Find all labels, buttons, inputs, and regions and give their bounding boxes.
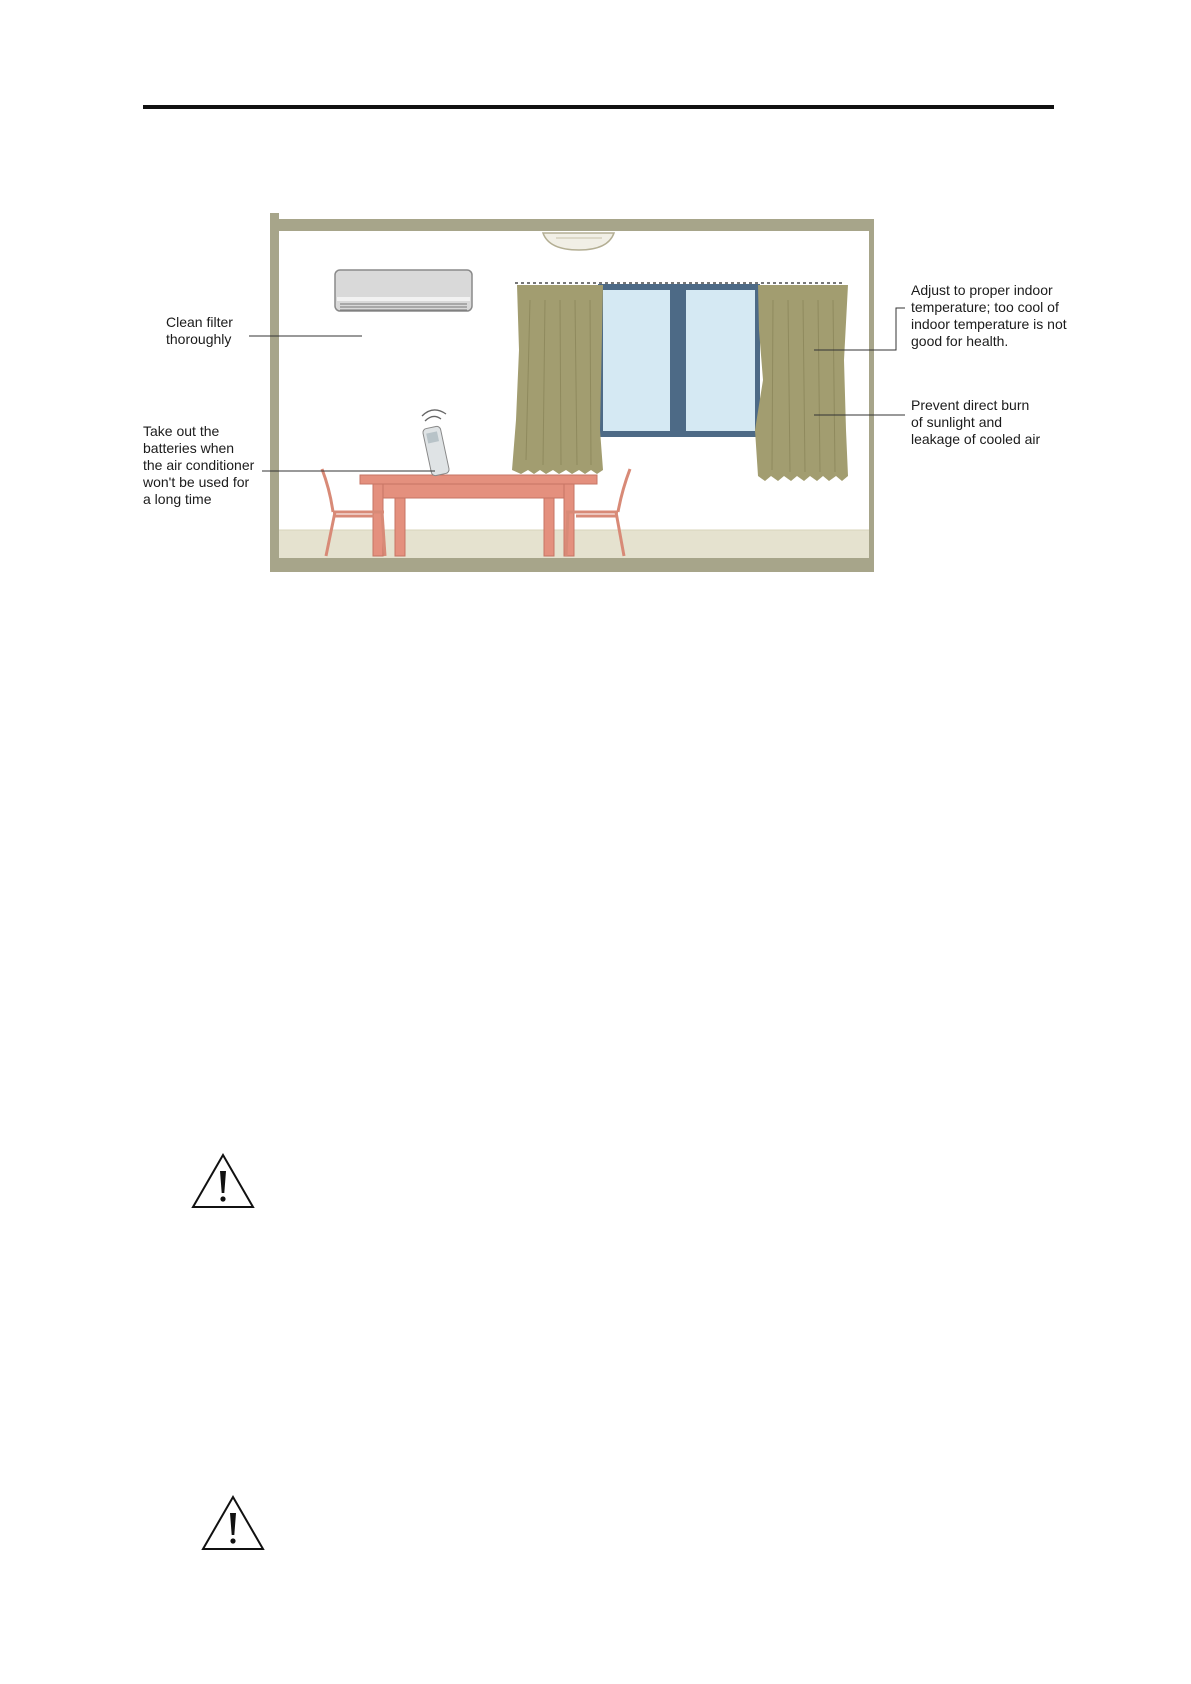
callout-line: Take out the <box>143 423 220 439</box>
callout-line: Prevent direct burn <box>911 397 1030 413</box>
air-conditioner <box>335 270 472 311</box>
callout-line: thoroughly <box>166 331 232 347</box>
callout-line: Clean filter <box>166 314 233 330</box>
callout-line: indoor temperature is not <box>911 316 1067 332</box>
right-curtain <box>755 285 848 481</box>
callout-line: of sunlight and <box>911 414 1003 430</box>
callout-batteries <box>143 423 254 508</box>
callout-line: batteries when <box>143 440 235 456</box>
callout-line: the air conditioner <box>143 457 255 473</box>
callout-sunlight <box>911 397 1040 448</box>
warning-icon <box>200 1494 266 1552</box>
callout-line: good for health. <box>911 333 1009 349</box>
warning-icon <box>190 1152 256 1210</box>
callout-temperature <box>911 282 1067 350</box>
callout-line: Adjust to proper indoor <box>911 282 1053 298</box>
callout-clean-filter <box>166 314 233 348</box>
left-curtain <box>512 285 603 474</box>
window <box>598 284 760 437</box>
callout-line: a long time <box>143 491 212 507</box>
callout-line: temperature; too cool of <box>911 299 1059 315</box>
callout-line: won't be used for <box>143 474 250 490</box>
callout-line: leakage of cooled air <box>911 431 1041 447</box>
